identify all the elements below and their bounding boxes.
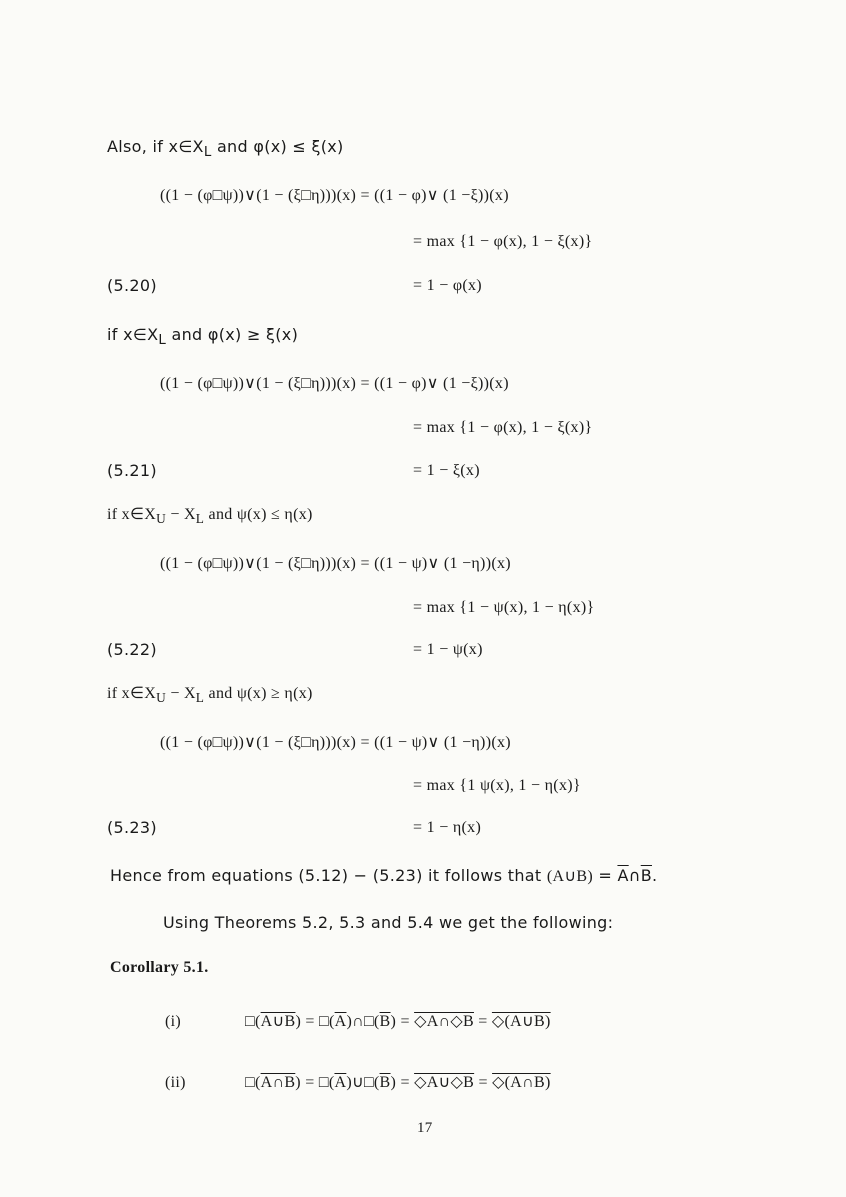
condition-line-3: if $x\in X_U - X_L$ and ψ(x) ≤ η(x) [107, 506, 313, 527]
condition-line-1: Also, if $x\in X_L$ and φ(x) ≤ ξ(x) [107, 137, 344, 161]
equation-number-5-22: (5.22) [107, 640, 157, 659]
intro-sentence: Using Theorems 5.2, 5.3 and 5.4 we get the following: [163, 913, 614, 932]
max-line-1: = max {1 − φ(x), 1 − ξ(x)} [413, 233, 593, 250]
equation-number-5-20: (5.20) [107, 276, 157, 295]
result-5-20: = 1 − φ(x) [413, 277, 482, 294]
max-line-3: = max {1 − ψ(x), 1 − η(x)} [413, 599, 595, 616]
equation-number-5-21: (5.21) [107, 461, 157, 480]
page-number: 17 [417, 1120, 433, 1136]
conclusion-sentence: Hence from equations (5.12) − (5.23) it follows that (A∪B) = $\overline{A}\cap\overline{B}$. [110, 866, 658, 885]
max-line-4: = max {1 ψ(x), 1 − η(x)} [413, 777, 581, 794]
max-line-2: = max {1 − φ(x), 1 − ξ(x)} [413, 419, 593, 436]
item-i-label: (i) [165, 1013, 182, 1030]
equation-number-5-23: (5.23) [107, 818, 157, 837]
condition-line-4: if $x\in X_U - X_L$ and ψ(x) ≥ η(x) [107, 685, 313, 706]
item-ii-label: (ii) [165, 1074, 186, 1091]
corollary-heading: Corollary 5.1. [110, 959, 209, 976]
result-5-23: = 1 − η(x) [413, 819, 482, 836]
result-5-21: = 1 − ξ(x) [413, 462, 480, 479]
item-ii-formula: □(A∩B) = $□(\overline{A})\cup□(\overline{B})$ = ◇A∪◇B = ◇(A∩B) [245, 1074, 551, 1091]
equation-line-1: ((1 − (φ□ψ))∨(1 − (ξ□η)))(x) = ((1 − φ)∨ (1 −ξ))(x) [160, 187, 509, 204]
item-i-formula: □(A∪B) = $□(\overline{A})\cap□(\overline{B})$ = ◇A∩◇B = ◇(A∪B) [245, 1013, 551, 1030]
equation-line-3: ((1 − (φ□ψ))∨(1 − (ξ□η)))(x) = ((1 − ψ)∨ (1 −η))(x) [160, 555, 511, 572]
equation-line-4: ((1 − (φ□ψ))∨(1 − (ξ□η)))(x) = ((1 − ψ)∨ (1 −η))(x) [160, 734, 511, 751]
result-5-22: = 1 − ψ(x) [413, 641, 483, 658]
condition-line-2: if $x\in X_L$ and φ(x) ≥ ξ(x) [107, 325, 299, 349]
equation-line-2: ((1 − (φ□ψ))∨(1 − (ξ□η)))(x) = ((1 − φ)∨ (1 −ξ))(x) [160, 375, 509, 392]
